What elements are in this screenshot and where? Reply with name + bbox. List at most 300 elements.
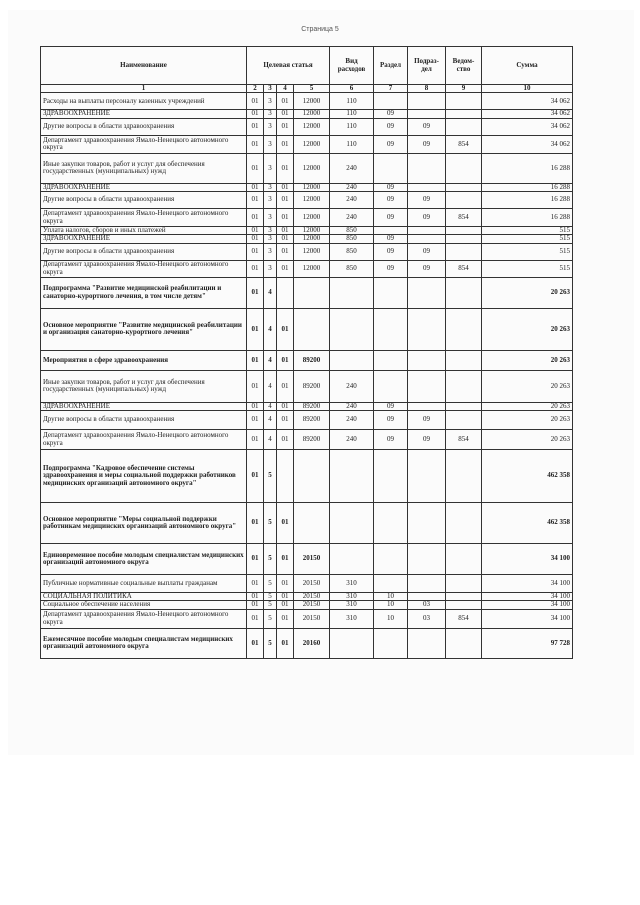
target-code-subprogram: 3 <box>264 93 277 110</box>
target-code-measure: 01 <box>277 118 294 135</box>
target-code-measure <box>277 450 294 503</box>
table-row <box>41 260 573 277</box>
target-code-direction: 12000 <box>294 235 330 243</box>
target-code-subprogram: 5 <box>264 628 277 658</box>
department-code <box>446 544 482 575</box>
section-code: 09 <box>374 235 408 243</box>
table-row <box>41 575 573 593</box>
target-code-direction: 12000 <box>294 192 330 209</box>
column-index: 6 <box>330 85 374 93</box>
subsection-code: 09 <box>408 430 446 450</box>
target-code-direction: 89200 <box>294 402 330 410</box>
target-code-direction: 12000 <box>294 243 330 260</box>
department-code <box>446 628 482 658</box>
subsection-code <box>408 110 446 118</box>
subsection-code <box>408 402 446 410</box>
target-code-direction: 89200 <box>294 350 330 370</box>
target-code-program: 01 <box>247 308 264 350</box>
subsection-code <box>408 350 446 370</box>
target-code-subprogram: 3 <box>264 192 277 209</box>
column-index: 9 <box>446 85 482 93</box>
target-code-direction: 12000 <box>294 260 330 277</box>
department-code <box>446 402 482 410</box>
row-name: ЗДРАВООХРАНЕНИЕ <box>41 183 247 191</box>
table-row <box>41 402 573 410</box>
target-code-program: 01 <box>247 183 264 191</box>
target-code-program: 01 <box>247 601 264 609</box>
target-code-program: 01 <box>247 411 264 430</box>
sum-value: 515 <box>482 260 573 277</box>
target-code-program: 01 <box>247 575 264 593</box>
department-code <box>446 192 482 209</box>
expense-type-code <box>330 450 374 503</box>
row-name: Другие вопросы в области здравоохранения <box>41 118 247 135</box>
target-code-direction: 89200 <box>294 411 330 430</box>
subsection-code: 09 <box>408 118 446 135</box>
target-code-program: 01 <box>247 260 264 277</box>
target-code-subprogram: 5 <box>264 450 277 503</box>
target-code-measure: 01 <box>277 260 294 277</box>
target-code-measure: 01 <box>277 192 294 209</box>
target-code-measure: 01 <box>277 110 294 118</box>
target-code-measure: 01 <box>277 544 294 575</box>
target-code-program: 01 <box>247 370 264 402</box>
table-row <box>41 135 573 153</box>
expense-type-code <box>330 308 374 350</box>
department-code <box>446 153 482 183</box>
target-code-measure <box>277 277 294 308</box>
subsection-code <box>408 370 446 402</box>
sum-value: 462 358 <box>482 450 573 503</box>
row-name: Подпрограмма "Развитие медицинской реабилитации и санаторно-курортного лечения, в том числе детям" <box>41 277 247 308</box>
row-name: Подпрограмма "Кадровое обеспечение системы здравоохранения и меры социальной поддержки работников медицинских организаций автономного округа" <box>41 450 247 503</box>
target-code-measure: 01 <box>277 370 294 402</box>
sum-value: 20 263 <box>482 277 573 308</box>
target-code-subprogram: 5 <box>264 593 277 601</box>
sum-value: 34 062 <box>482 118 573 135</box>
subsection-code <box>408 308 446 350</box>
sum-value: 515 <box>482 243 573 260</box>
expense-type-code: 110 <box>330 118 374 135</box>
section-code: 10 <box>374 601 408 609</box>
sum-value: 16 288 <box>482 209 573 227</box>
row-name: ЗДРАВООХРАНЕНИЕ <box>41 235 247 243</box>
table-row <box>41 411 573 430</box>
expense-type-code <box>330 544 374 575</box>
expense-type-code <box>330 277 374 308</box>
section-code <box>374 308 408 350</box>
target-code-program: 01 <box>247 110 264 118</box>
subsection-code <box>408 93 446 110</box>
section-code <box>374 277 408 308</box>
expense-type-code: 850 <box>330 260 374 277</box>
table-row <box>41 609 573 628</box>
section-code <box>374 575 408 593</box>
target-code-program: 01 <box>247 544 264 575</box>
sum-value: 16 288 <box>482 153 573 183</box>
department-code <box>446 235 482 243</box>
subsection-code: 09 <box>408 135 446 153</box>
target-code-measure: 01 <box>277 243 294 260</box>
section-code <box>374 503 408 544</box>
target-code-direction <box>294 503 330 544</box>
department-code: 854 <box>446 135 482 153</box>
column-index: 10 <box>482 85 573 93</box>
header-department: Ведом-ство <box>446 47 482 85</box>
row-name: Другие вопросы в области здравоохранения <box>41 411 247 430</box>
header-section: Раздел <box>374 47 408 85</box>
department-code <box>446 93 482 110</box>
target-code-program: 01 <box>247 350 264 370</box>
section-code <box>374 370 408 402</box>
row-name: Департамент здравоохранения Ямало-Ненецкого автономного округа <box>41 609 247 628</box>
sum-value: 515 <box>482 227 573 235</box>
expense-type-code: 240 <box>330 153 374 183</box>
section-code: 09 <box>374 110 408 118</box>
table-body <box>41 93 573 658</box>
section-code: 09 <box>374 243 408 260</box>
row-name: Публичные нормативные социальные выплаты гражданам <box>41 575 247 593</box>
target-code-direction: 20150 <box>294 601 330 609</box>
department-code <box>446 350 482 370</box>
section-code: 10 <box>374 609 408 628</box>
table-row <box>41 235 573 243</box>
row-name: Основное мероприятие "Меры социальной поддержки работникам медицинских организаций автономного округа" <box>41 503 247 544</box>
sum-value: 462 358 <box>482 503 573 544</box>
target-code-subprogram: 3 <box>264 110 277 118</box>
column-index: 2 <box>247 85 264 93</box>
row-name: Единовременное пособие молодым специалистам медицинских организаций автономного округа <box>41 544 247 575</box>
expense-type-code: 850 <box>330 235 374 243</box>
department-code <box>446 308 482 350</box>
target-code-program: 01 <box>247 277 264 308</box>
target-code-measure: 01 <box>277 430 294 450</box>
row-name: СОЦИАЛЬНАЯ ПОЛИТИКА <box>41 593 247 601</box>
target-code-program: 01 <box>247 503 264 544</box>
subsection-code <box>408 183 446 191</box>
target-code-measure: 01 <box>277 593 294 601</box>
row-name: Департамент здравоохранения Ямало-Ненецкого автономного округа <box>41 260 247 277</box>
header-expense-type: Вид расходов <box>330 47 374 85</box>
target-code-subprogram: 3 <box>264 260 277 277</box>
department-code <box>446 370 482 402</box>
expense-type-code: 240 <box>330 183 374 191</box>
table-row <box>41 192 573 209</box>
row-name: Основное мероприятие "Развитие медицинской реабилитации и организация санаторно-курортного лечения" <box>41 308 247 350</box>
target-code-direction: 20150 <box>294 544 330 575</box>
target-code-program: 01 <box>247 209 264 227</box>
target-code-measure: 01 <box>277 402 294 410</box>
section-code <box>374 544 408 575</box>
target-code-subprogram: 3 <box>264 135 277 153</box>
expense-type-code: 240 <box>330 192 374 209</box>
row-name: Иные закупки товаров, работ и услуг для обеспечения государственных (муниципальных) нужд <box>41 153 247 183</box>
target-code-program: 01 <box>247 153 264 183</box>
target-code-direction <box>294 277 330 308</box>
target-code-direction: 12000 <box>294 183 330 191</box>
subsection-code <box>408 544 446 575</box>
subsection-code: 09 <box>408 411 446 430</box>
department-code <box>446 593 482 601</box>
target-code-program: 01 <box>247 192 264 209</box>
subsection-code <box>408 277 446 308</box>
sum-value: 20 263 <box>482 370 573 402</box>
expense-type-code: 310 <box>330 601 374 609</box>
section-code: 09 <box>374 430 408 450</box>
subsection-code: 03 <box>408 609 446 628</box>
expense-type-code: 850 <box>330 243 374 260</box>
subsection-code <box>408 575 446 593</box>
column-index: 3 <box>264 85 277 93</box>
table-row <box>41 503 573 544</box>
target-code-measure: 01 <box>277 503 294 544</box>
row-name: Департамент здравоохранения Ямало-Ненецкого автономного округа <box>41 135 247 153</box>
expense-type-code: 110 <box>330 110 374 118</box>
sum-value: 34 100 <box>482 601 573 609</box>
table-row <box>41 593 573 601</box>
target-code-direction: 20160 <box>294 628 330 658</box>
table-row <box>41 118 573 135</box>
target-code-subprogram: 4 <box>264 277 277 308</box>
table-row <box>41 308 573 350</box>
sum-value: 20 263 <box>482 308 573 350</box>
sum-value: 34 100 <box>482 593 573 601</box>
target-code-subprogram: 4 <box>264 402 277 410</box>
department-code: 854 <box>446 260 482 277</box>
row-name: Мероприятия в сфере здравоохранения <box>41 350 247 370</box>
row-name: Расходы на выплаты персоналу казенных учреждений <box>41 93 247 110</box>
header-subsection: Подраз-дел <box>408 47 446 85</box>
header-row <box>41 47 573 85</box>
target-code-direction: 12000 <box>294 93 330 110</box>
column-index: 1 <box>41 85 247 93</box>
table-row <box>41 430 573 450</box>
target-code-direction: 12000 <box>294 135 330 153</box>
section-code <box>374 227 408 235</box>
department-code <box>446 227 482 235</box>
target-code-direction <box>294 450 330 503</box>
target-code-subprogram: 4 <box>264 350 277 370</box>
target-code-direction: 12000 <box>294 209 330 227</box>
table-row <box>41 243 573 260</box>
sum-value: 97 728 <box>482 628 573 658</box>
sum-value: 20 263 <box>482 402 573 410</box>
column-index: 4 <box>277 85 294 93</box>
target-code-measure: 01 <box>277 575 294 593</box>
target-code-program: 01 <box>247 430 264 450</box>
target-code-measure: 01 <box>277 209 294 227</box>
table-row <box>41 183 573 191</box>
section-code: 09 <box>374 135 408 153</box>
sum-value: 20 263 <box>482 430 573 450</box>
target-code-program: 01 <box>247 235 264 243</box>
row-name: Иные закупки товаров, работ и услуг для обеспечения государственных (муниципальных) нужд <box>41 370 247 402</box>
sum-value: 34 062 <box>482 135 573 153</box>
sum-value: 20 263 <box>482 350 573 370</box>
subsection-code <box>408 593 446 601</box>
department-code <box>446 450 482 503</box>
target-code-subprogram: 4 <box>264 308 277 350</box>
subsection-code <box>408 503 446 544</box>
expense-type-code <box>330 628 374 658</box>
sum-value: 34 100 <box>482 575 573 593</box>
sum-value: 34 062 <box>482 93 573 110</box>
expense-type-code: 110 <box>330 135 374 153</box>
row-name: Ежемесячное пособие молодым специалистам медицинских организаций автономного округа <box>41 628 247 658</box>
section-code: 09 <box>374 411 408 430</box>
target-code-measure: 01 <box>277 628 294 658</box>
department-code <box>446 601 482 609</box>
subsection-code <box>408 628 446 658</box>
target-code-direction: 12000 <box>294 153 330 183</box>
expense-type-code: 240 <box>330 209 374 227</box>
sum-value: 34 062 <box>482 110 573 118</box>
subsection-code <box>408 153 446 183</box>
expense-type-code: 310 <box>330 575 374 593</box>
target-code-program: 01 <box>247 243 264 260</box>
target-code-subprogram: 5 <box>264 544 277 575</box>
department-code <box>446 575 482 593</box>
target-code-program: 01 <box>247 593 264 601</box>
target-code-measure: 01 <box>277 609 294 628</box>
section-code <box>374 153 408 183</box>
table-row <box>41 110 573 118</box>
section-code <box>374 450 408 503</box>
target-code-subprogram: 3 <box>264 235 277 243</box>
row-name: Департамент здравоохранения Ямало-Ненецкого автономного округа <box>41 209 247 227</box>
subsection-code: 03 <box>408 601 446 609</box>
department-code: 854 <box>446 609 482 628</box>
expense-type-code: 850 <box>330 227 374 235</box>
target-code-measure: 01 <box>277 350 294 370</box>
table-row <box>41 277 573 308</box>
target-code-program: 01 <box>247 450 264 503</box>
table-row <box>41 93 573 110</box>
expense-type-code: 240 <box>330 370 374 402</box>
table-row <box>41 153 573 183</box>
header-target-article: Целевая статья <box>247 47 330 85</box>
department-code <box>446 503 482 544</box>
target-code-measure: 01 <box>277 601 294 609</box>
department-code <box>446 110 482 118</box>
subsection-code: 09 <box>408 209 446 227</box>
column-index: 5 <box>294 85 330 93</box>
expense-type-code <box>330 350 374 370</box>
table-row <box>41 601 573 609</box>
expense-type-code: 310 <box>330 593 374 601</box>
target-code-direction <box>294 308 330 350</box>
target-code-program: 01 <box>247 135 264 153</box>
sum-value: 20 263 <box>482 411 573 430</box>
target-code-subprogram: 5 <box>264 601 277 609</box>
department-code: 854 <box>446 209 482 227</box>
row-name: Департамент здравоохранения Ямало-Ненецкого автономного округа <box>41 430 247 450</box>
target-code-direction: 20150 <box>294 593 330 601</box>
table-row <box>41 370 573 402</box>
row-name: ЗДРАВООХРАНЕНИЕ <box>41 110 247 118</box>
subsection-code: 09 <box>408 192 446 209</box>
subsection-code <box>408 235 446 243</box>
target-code-subprogram: 3 <box>264 118 277 135</box>
target-code-subprogram: 3 <box>264 227 277 235</box>
column-index: 8 <box>408 85 446 93</box>
section-code: 09 <box>374 260 408 277</box>
expense-type-code <box>330 503 374 544</box>
target-code-subprogram: 4 <box>264 370 277 402</box>
subsection-code: 09 <box>408 243 446 260</box>
budget-table <box>40 46 573 659</box>
target-code-subprogram: 5 <box>264 575 277 593</box>
sum-value: 16 288 <box>482 183 573 191</box>
target-code-subprogram: 3 <box>264 243 277 260</box>
section-code <box>374 628 408 658</box>
table-row <box>41 227 573 235</box>
table-row <box>41 628 573 658</box>
target-code-subprogram: 5 <box>264 503 277 544</box>
section-code: 09 <box>374 192 408 209</box>
table-row <box>41 450 573 503</box>
target-code-subprogram: 4 <box>264 411 277 430</box>
target-code-direction: 89200 <box>294 370 330 402</box>
header-sum: Сумма <box>482 47 573 85</box>
target-code-measure: 01 <box>277 135 294 153</box>
expense-type-code: 240 <box>330 411 374 430</box>
section-code: 10 <box>374 593 408 601</box>
target-code-subprogram: 3 <box>264 183 277 191</box>
row-name: Уплата налогов, сборов и иных платежей <box>41 227 247 235</box>
target-code-program: 01 <box>247 118 264 135</box>
target-code-measure: 01 <box>277 308 294 350</box>
target-code-subprogram: 4 <box>264 430 277 450</box>
target-code-direction: 12000 <box>294 110 330 118</box>
expense-type-code: 110 <box>330 93 374 110</box>
section-code: 09 <box>374 402 408 410</box>
target-code-direction: 12000 <box>294 118 330 135</box>
department-code <box>446 183 482 191</box>
sum-value: 34 100 <box>482 544 573 575</box>
row-name: ЗДРАВООХРАНЕНИЕ <box>41 402 247 410</box>
section-code <box>374 350 408 370</box>
row-name: Социальное обеспечение населения <box>41 601 247 609</box>
sum-value: 515 <box>482 235 573 243</box>
expense-type-code: 240 <box>330 430 374 450</box>
target-code-subprogram: 3 <box>264 153 277 183</box>
target-code-measure: 01 <box>277 183 294 191</box>
header-name: Наименование <box>41 47 247 85</box>
department-code <box>446 243 482 260</box>
expense-type-code: 240 <box>330 402 374 410</box>
column-index: 7 <box>374 85 408 93</box>
target-code-program: 01 <box>247 227 264 235</box>
section-code: 09 <box>374 209 408 227</box>
target-code-direction: 20150 <box>294 609 330 628</box>
section-code <box>374 93 408 110</box>
target-code-direction: 89200 <box>294 430 330 450</box>
target-code-program: 01 <box>247 628 264 658</box>
target-code-measure: 01 <box>277 153 294 183</box>
row-name: Другие вопросы в области здравоохранения <box>41 192 247 209</box>
target-code-measure: 01 <box>277 411 294 430</box>
department-code <box>446 277 482 308</box>
sum-value: 34 100 <box>482 609 573 628</box>
target-code-program: 01 <box>247 402 264 410</box>
target-code-subprogram: 3 <box>264 209 277 227</box>
column-index-row <box>41 85 573 93</box>
subsection-code <box>408 227 446 235</box>
section-code: 09 <box>374 183 408 191</box>
target-code-direction: 12000 <box>294 227 330 235</box>
department-code: 854 <box>446 430 482 450</box>
